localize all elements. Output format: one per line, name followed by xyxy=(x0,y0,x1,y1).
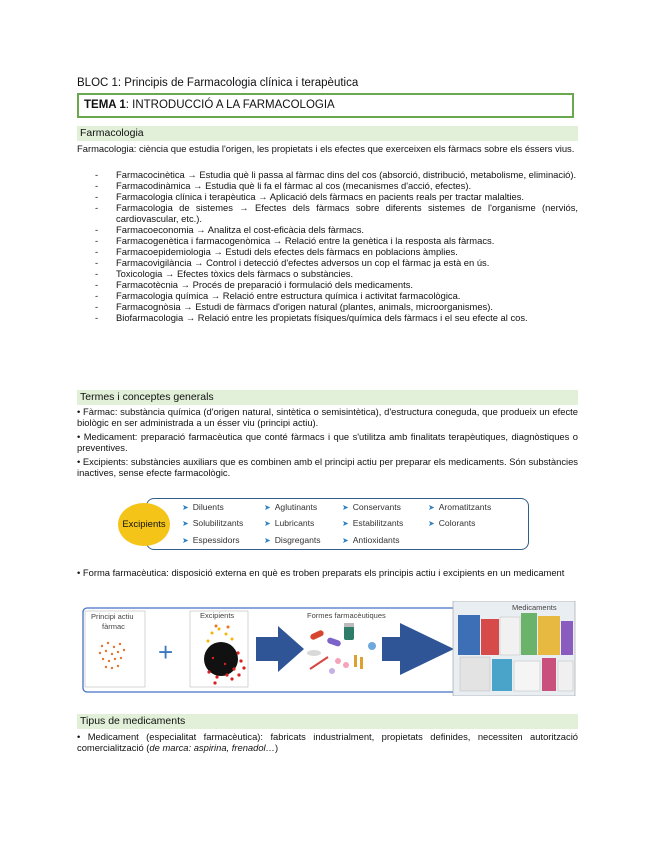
list-item: - Farmacogenètica i farmacogenòmica → Relació entre la genètica i la resposta als fàrmacs. xyxy=(77,235,578,246)
list-item: - Farmacocinètica → Estudia què li passa al fàrmac dins del cos (absorció, distribució, metabolisme, eliminació). xyxy=(77,169,578,180)
arrow-bullet-icon: ➤ xyxy=(342,503,349,512)
arrow-bullet-icon: ➤ xyxy=(264,536,271,545)
excipient-item: ➤ Diluents xyxy=(182,502,224,512)
arrow-bullet-icon: ➤ xyxy=(428,519,435,528)
forma-farmaceutica-definition: • Forma farmacèutica: disposició externa en què es troben preparats els principis actiu i excipients en un medicament xyxy=(77,567,565,578)
excipients-circle xyxy=(118,503,170,546)
excipient-item: ➤ Espessidors xyxy=(182,535,240,545)
active-ingredient-label-2: fàrmac xyxy=(102,622,125,631)
farmac-definition: • Fàrmac: substància química (d'origen natural, sintètica o semisintètica), d'estructura coneguda, que produeix un efecte biològic en ser administrada a un ésser viu (principi actiu). xyxy=(77,406,578,428)
list-item: - Farmacoepidemiologia → Estudi dels efectes dels fàrmacs en poblacions àmplies. xyxy=(77,246,578,257)
list-item: - Farmacologia química → Relació entre estructura química i activitat farmacològica. xyxy=(77,290,578,301)
excipient-panel-label: Excipients xyxy=(200,611,235,620)
excipients-circle-label: Excipients xyxy=(122,519,166,530)
list-item: - Farmacodinàmica → Estudia què li fa el fàrmac al cos (mecanismes d'acció, efectes). xyxy=(77,180,578,191)
section-heading-farmacologia: Farmacologia xyxy=(77,126,578,141)
arrow-bullet-icon: ➤ xyxy=(264,519,271,528)
excipient-item: ➤ Lubricants xyxy=(264,518,315,528)
arrow-bullet-icon: ➤ xyxy=(342,519,349,528)
excipient-item: ➤ Estabilitzants xyxy=(342,518,404,528)
excipient-item: ➤ Aromatitzants xyxy=(428,502,492,512)
list-item: - Farmacotècnia → Procés de preparació i formulació dels medicaments. xyxy=(77,279,578,290)
tema-title-box xyxy=(77,93,574,118)
excipient-item: ➤ Colorants xyxy=(428,518,476,528)
excipient-item: ➤ Disgregants xyxy=(264,535,321,545)
list-item: - Farmacovigilància → Control i detecció d'efectes adversos un cop el fàrmac ja està en ús. xyxy=(77,257,578,268)
medicine-boxes xyxy=(458,613,573,691)
bloc-title: BLOC 1: Principis de Farmacologia clínica i terapèutica xyxy=(77,77,359,89)
section-heading-tipus: Tipus de medicaments xyxy=(77,714,578,729)
arrow-bullet-icon: ➤ xyxy=(428,503,435,512)
farmacologia-definition: Farmacologia: ciència que estudia l'origen, les propietats i els efectes que exerceixen els fàrmacs sobre els éssers vius. xyxy=(77,143,575,154)
list-item: - Farmacologia clínica i terapèutica → Aplicació dels fàrmacs en pacients reals per tractar malalties. xyxy=(77,191,578,202)
excipient-item: ➤ Antioxidants xyxy=(342,535,400,545)
arrow-bullet-icon: ➤ xyxy=(264,503,271,512)
arrow-bullet-icon: ➤ xyxy=(182,503,189,512)
excipient-item: ➤ Conservants xyxy=(342,502,401,512)
medicines-label: Medicaments xyxy=(512,603,557,612)
arrow-bullet-icon: ➤ xyxy=(182,536,189,545)
dosage-form-figure xyxy=(82,601,576,696)
arrow-bullet-icon: ➤ xyxy=(342,536,349,545)
plus-sign: + xyxy=(158,637,174,667)
list-item: - Toxicologia → Efectes tòxics dels fàrmacs o substàncies. xyxy=(77,268,578,279)
list-item: - Farmacoeconomia → Analitza el cost-eficàcia dels fàrmacs. xyxy=(77,224,578,235)
medicament-definition: • Medicament: preparació farmacèutica que conté fàrmacs i que s'utilitza amb finalitats terapèutiques, diagnòstiques o preventives. xyxy=(77,431,578,453)
brand-examples: de marca: aspirina, frenadol… xyxy=(149,742,276,753)
active-ingredient-label-1: Principi actiu xyxy=(91,612,134,621)
list-item: - Farmacognòsia → Estudi de fàrmacs d'origen natural (plantes, animals, microorganismes). xyxy=(77,301,578,312)
excipients-definition: • Excipients: substàncies auxiliars que es combinen amb el principi actiu per preparar els medicaments. Són substàncies inactives, sense efecte farmacològic. xyxy=(77,456,578,478)
tema-title: : INTRODUCCIÓ A LA FARMACOLOGIA xyxy=(125,99,335,111)
excipient-item: ➤ Aglutinants xyxy=(264,502,318,512)
section-heading-termes: Termes i conceptes generals xyxy=(77,390,578,405)
tema-label: TEMA 1 xyxy=(84,99,126,111)
medicament-especialitat-definition: • Medicament (especialitat farmacèutica): fabricats industrialment, propietats definides, necessiten autorització comercialització (de marca: aspirina, frenadol…) xyxy=(77,731,578,753)
arrow-bullet-icon: ➤ xyxy=(182,519,189,528)
farmacologia-branches-list xyxy=(77,169,578,323)
list-item: - Biofarmacologia → Relació entre les propietats físiques/química dels fàrmacs i el seu efecte al cos. xyxy=(77,312,578,323)
forms-label: Formes farmacèutiques xyxy=(307,611,386,620)
list-item: - Farmacologia de sistemes → Efectes dels fàrmacs sobre diferents sistemes de l'organisme (nerviós, cardiovascular, etc.). xyxy=(77,202,578,224)
excipient-item: ➤ Solubilitzants xyxy=(182,518,244,528)
